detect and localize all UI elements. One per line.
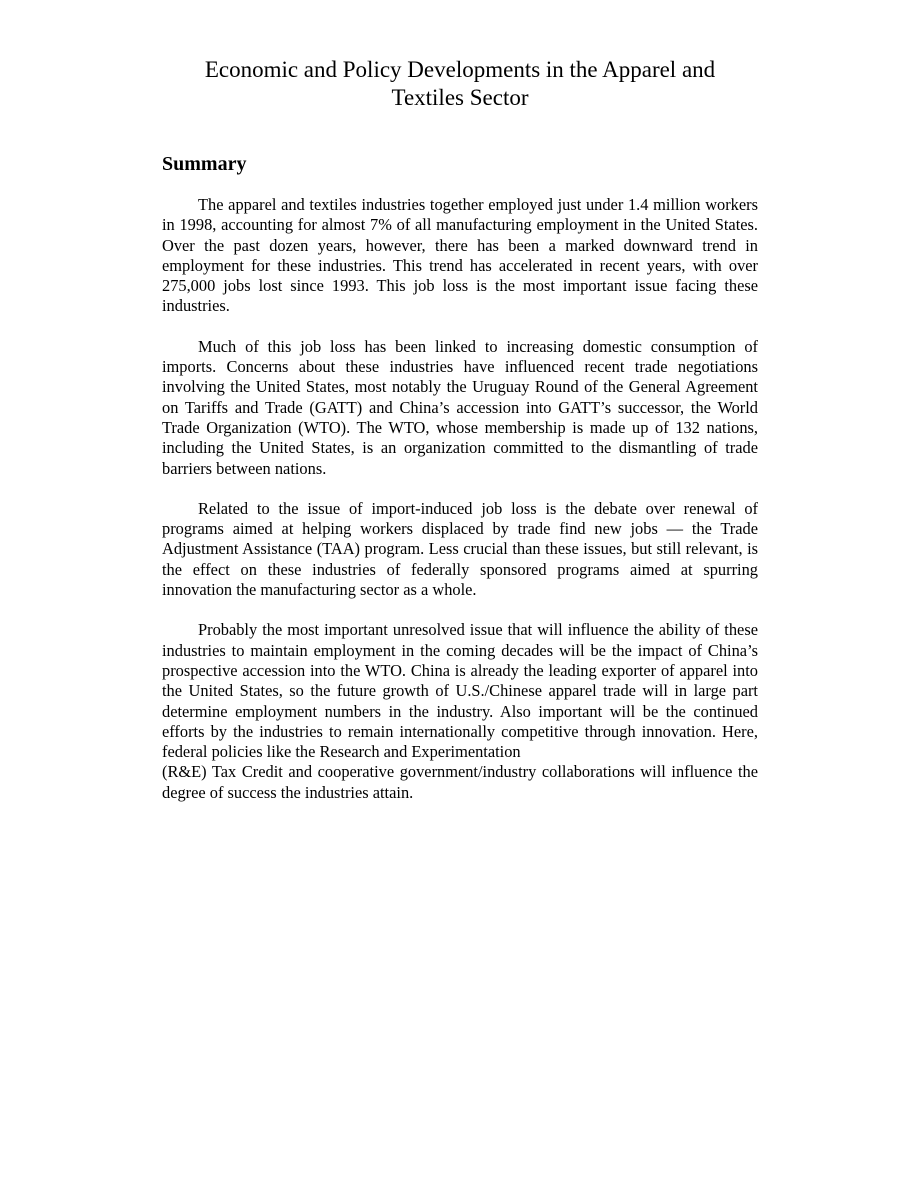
paragraph-4-part-2: (R&E) Tax Credit and cooperative government/industry collaborations will influence the degree of success the industries attain. — [162, 762, 758, 802]
paragraph-2: Much of this job loss has been linked to increasing domestic consumption of imports. Concerns about these industries have influenced recent trade negotiations involving the United States, most notably the Uruguay Round of the General Agreement on Tariffs and Trade (GATT) and China’s accession into GATT’s successor, the World Trade Organization (WTO). The WTO, whose membership is made up of 132 nations, including the United States, is an organization committed to the dismantling of trade barriers between nations. — [162, 336, 758, 478]
summary-body — [162, 195, 758, 823]
title-line-2: Textiles Sector — [391, 85, 529, 110]
paragraph-1: The apparel and textiles industries together employed just under 1.4 million workers in 1998, accounting for almost 7% of all manufacturing employment in the United States. Over the past dozen years, however, there has been a marked downward trend in employment for these industries. This trend has accelerated in recent years, with over 275,000 jobs lost since 1993. This job loss is the most important issue facing these industries. — [162, 195, 758, 316]
paragraph-4-part-1: Probably the most important unresolved issue that will influence the ability of these industries to maintain employment in the coming decades will be the impact of China’s prospective accession into the WTO. China is already the leading exporter of apparel into the United States, so the future growth of U.S./Chinese apparel trade will in large part determine employment numbers in the industry. Also important will be the continued efforts by the industries to remain internationally competitive through innovation. Here, federal policies like the Research and Experimentation — [162, 620, 758, 762]
paragraph-4 — [162, 620, 758, 803]
summary-heading: Summary — [162, 153, 247, 175]
title-line-1: Economic and Policy Developments in the Apparel and — [204, 57, 716, 82]
page-title — [160, 56, 760, 112]
paragraph-3: Related to the issue of import-induced job loss is the debate over renewal of programs aimed at helping workers displaced by trade find new jobs — the Trade Adjustment Assistance (TAA) program. Less crucial than these issues, but still relevant, is the effect on these industries of federally sponsored programs aimed at spurring innovation the manufacturing sector as a whole. — [162, 498, 758, 600]
